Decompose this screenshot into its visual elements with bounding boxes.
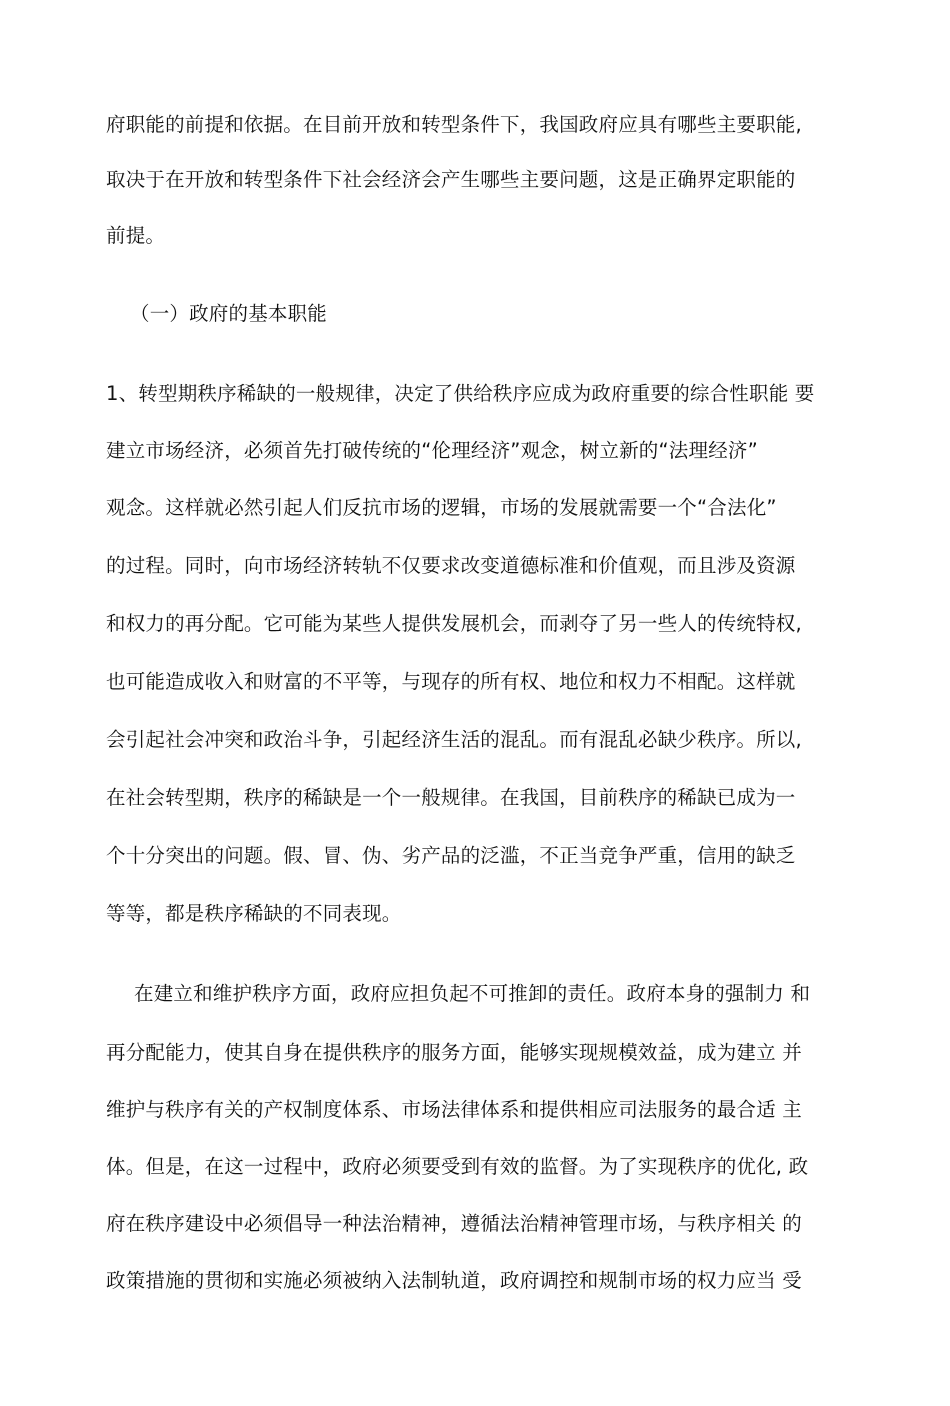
text-line: 府职能的前提和依据。在目前开放和转型条件下，我国政府应具有哪些主要职能,: [106, 113, 802, 136]
text-line: 在建立和维护秩序方面，政府应担负起不可推卸的责任。政府本身的强制力 和: [134, 982, 811, 1005]
text-line: 也可能造成收入和财富的不平等，与现存的所有权、地位和权力不相配。这样就: [106, 670, 796, 693]
text-line: 个十分突出的问题。假、冒、伪、劣产品的泛滥，不正当竞争严重，信用的缺乏: [106, 844, 796, 867]
text-line: 1、转型期秩序稀缺的一般规律，决定了供给秩序应成为政府重要的综合性职能 要: [106, 382, 815, 405]
text-line: 维护与秩序有关的产权制度体系、市场法律体系和提供相应司法服务的最合适 主: [106, 1098, 802, 1121]
text-line: 取决于在开放和转型条件下社会经济会产生哪些主要问题，这是正确界定职能的: [106, 168, 796, 191]
text-line: 府在秩序建设中必须倡导一种法治精神，遵循法治精神管理市场，与秩序相关 的: [106, 1212, 802, 1235]
text-line: 前提。: [106, 224, 166, 247]
section-heading: （一）政府的基本职能: [130, 302, 328, 325]
text-line: 体。但是，在这一过程中，政府必须要受到有效的监督。为了实现秩序的优化, 政: [106, 1155, 809, 1178]
text-line: 会引起社会冲突和政治斗争，引起经济生活的混乱。而有混乱必缺少秩序。所以,: [106, 728, 802, 751]
text-line: 在社会转型期，秩序的稀缺是一个一般规律。在我国，目前秩序的稀缺已成为一: [106, 786, 796, 809]
text-line: 等等，都是秩序稀缺的不同表现。: [106, 902, 402, 925]
text-line: 再分配能力，使其自身在提供秩序的服务方面，能够实现规模效益，成为建立 并: [106, 1041, 802, 1064]
text-line: 观念。这样就必然引起人们反抗市场的逻辑，市场的发展就需要一个“合法化”: [106, 496, 777, 519]
text-line: 的过程。同时，向市场经济转轨不仅要求改变道德标准和价值观，而且涉及资源: [106, 554, 796, 577]
text-line: 政策措施的贯彻和实施必须被纳入法制轨道，政府调控和规制市场的权力应当 受: [106, 1269, 802, 1292]
text-line: 建立市场经济，必须首先打破传统的“伦理经济”观念，树立新的“法理经济”: [106, 439, 758, 462]
text-line: 和权力的再分配。它可能为某些人提供发展机会，而剥夺了另一些人的传统特权,: [106, 612, 802, 635]
